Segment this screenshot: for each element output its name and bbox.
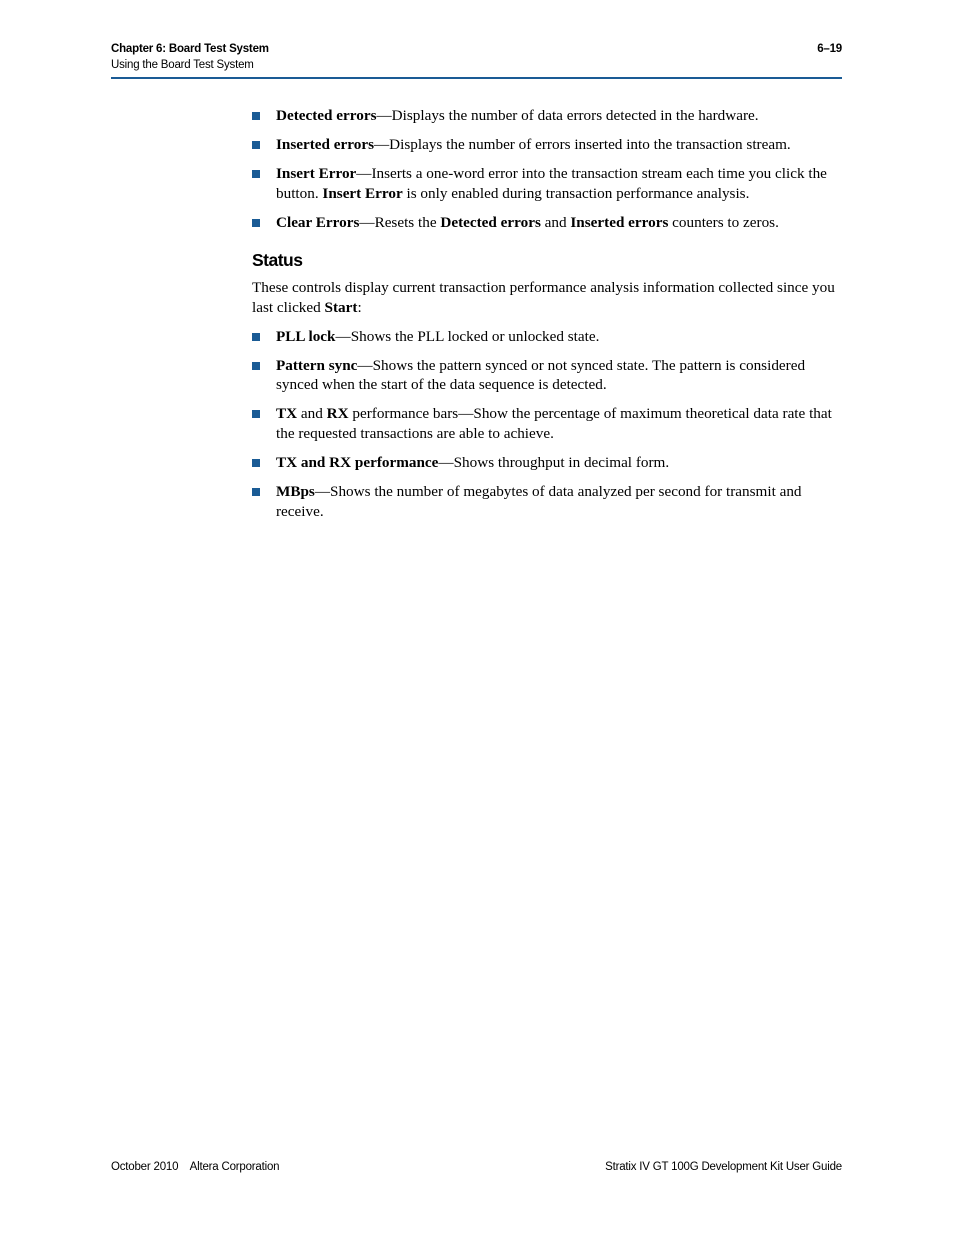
bullet-icon xyxy=(252,219,260,227)
list-item xyxy=(252,404,842,443)
bullet-icon xyxy=(252,410,260,418)
description: —Shows the number of megabytes of data analyzed per second for transmit and receive. xyxy=(276,483,802,520)
page-header xyxy=(111,42,842,78)
intro-text: These controls display current transaction performance analysis information collected since you last clicked xyxy=(252,279,835,317)
term: Pattern sync xyxy=(276,356,358,374)
errors-list xyxy=(252,106,842,232)
list-item xyxy=(252,453,842,473)
term: Insert Error xyxy=(276,165,357,183)
header-divider xyxy=(111,77,842,79)
main-content xyxy=(252,106,842,531)
term: Clear Errors xyxy=(276,213,360,231)
footer-guide-title: Stratix IV GT 100G Development Kit User Guide xyxy=(605,1161,842,1173)
header-chapter: Chapter 6: Board Test System xyxy=(111,43,269,55)
term: PLL lock xyxy=(276,327,336,345)
description: and xyxy=(297,405,327,423)
bullet-icon xyxy=(252,362,260,370)
term: Insert Error xyxy=(322,184,403,202)
description: performance bars—Show the percentage of maximum theoretical data rate that the requested transactions are able to achieve. xyxy=(276,405,832,443)
status-list xyxy=(252,327,842,522)
bullet-icon xyxy=(252,170,260,178)
bullet-icon xyxy=(252,488,260,496)
description: —Inserts a one-word error into the transaction stream each time you click the button. xyxy=(276,165,827,202)
header-section: Using the Board Test System xyxy=(111,59,254,71)
intro-end: : xyxy=(357,299,362,317)
bullet-icon xyxy=(252,459,260,467)
list-item xyxy=(252,482,842,521)
term: MBps xyxy=(276,483,315,501)
description: —Shows the PLL locked or unlocked state. xyxy=(335,327,600,345)
list-item xyxy=(252,164,842,203)
list-item xyxy=(252,356,842,395)
description: is only enabled during transaction performance analysis. xyxy=(402,184,750,202)
term: Detected errors xyxy=(440,213,541,231)
term: Inserted errors xyxy=(570,213,669,231)
bullet-icon xyxy=(252,141,260,149)
term: Detected errors xyxy=(276,107,377,124)
description: —Displays the number of errors inserted into the transaction stream. xyxy=(373,136,791,154)
header-page-number: 6–19 xyxy=(817,43,842,55)
bullet-icon xyxy=(252,333,260,341)
description: counters to zeros. xyxy=(668,213,779,231)
term: RX xyxy=(326,405,349,423)
bullet-icon xyxy=(252,112,260,120)
term: Start xyxy=(324,299,358,317)
term: Inserted errors xyxy=(276,136,374,154)
list-item xyxy=(252,106,842,126)
list-item xyxy=(252,135,842,155)
status-heading: Status xyxy=(252,250,303,271)
term: TX and RX performance xyxy=(276,454,439,472)
footer-date-company: October 2010 Altera Corporation xyxy=(111,1161,280,1173)
description: and xyxy=(540,213,571,231)
status-intro xyxy=(252,278,842,317)
term: TX xyxy=(276,405,298,423)
list-item xyxy=(252,213,842,233)
description: —Shows throughput in decimal form. xyxy=(438,454,670,472)
description: —Shows the pattern synced or not synced state. The pattern is considered synced when the start of the data sequence is detected. xyxy=(276,356,806,394)
list-item xyxy=(252,327,842,347)
description: —Resets the xyxy=(359,213,441,231)
description: —Displays the number of data errors detected in the hardware. xyxy=(376,107,759,124)
